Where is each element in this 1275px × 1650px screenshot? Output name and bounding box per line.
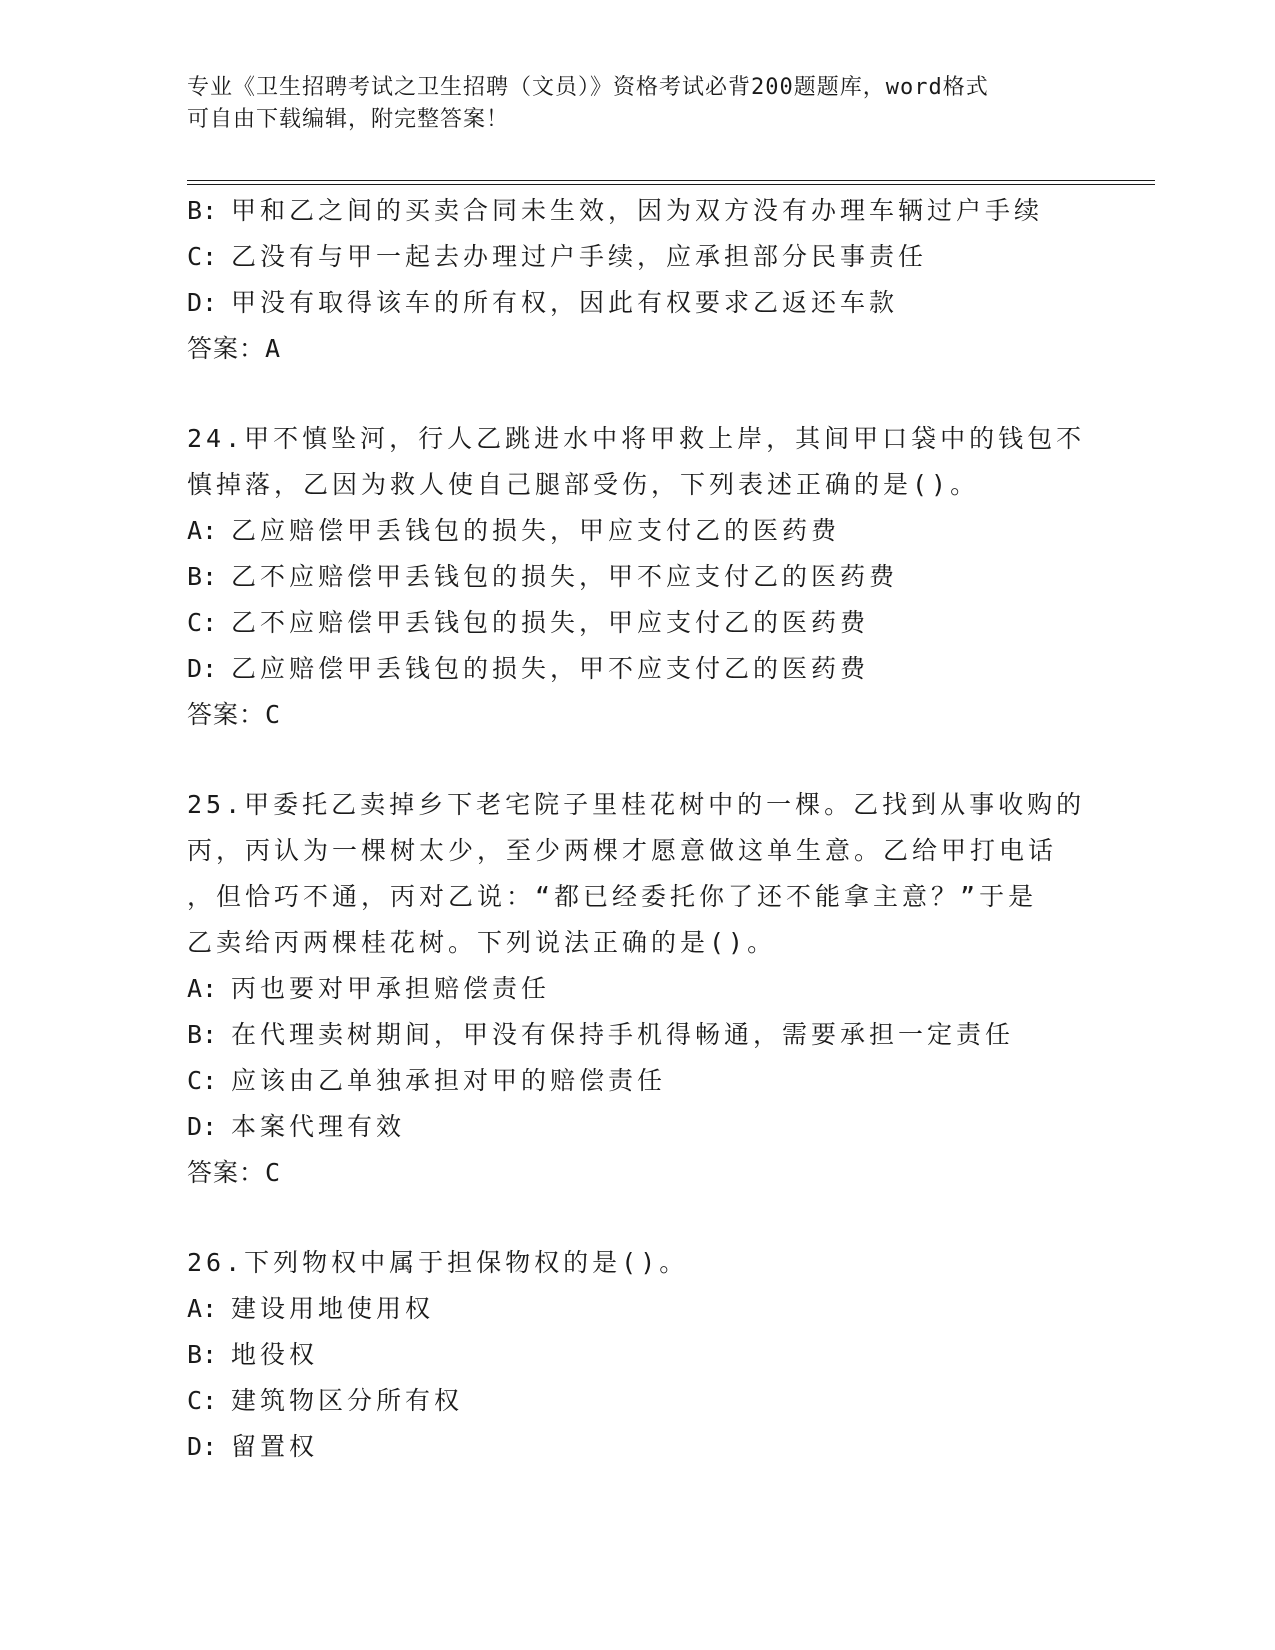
question-block-23 bbox=[187, 188, 1087, 372]
option-key: D: bbox=[187, 654, 218, 683]
option-key: A: bbox=[187, 974, 218, 1003]
option-text: 地役权 bbox=[231, 1340, 319, 1369]
option-text: 乙不应赔偿甲丢钱包的损失，甲不应支付乙的医药费 bbox=[231, 562, 899, 591]
option-text: 乙应赔偿甲丢钱包的损失，甲应支付乙的医药费 bbox=[231, 516, 841, 545]
header-line-1: 专业《卫生招聘考试之卫生招聘（文员）》资格考试必背200题题库，word格式 bbox=[187, 75, 989, 100]
header-divider-bottom bbox=[187, 184, 1155, 185]
option-key: D: bbox=[187, 1112, 218, 1141]
question-block-25 bbox=[187, 782, 1087, 1196]
option-key: A: bbox=[187, 516, 218, 545]
option-c bbox=[187, 600, 1087, 646]
option-c bbox=[187, 1378, 1087, 1424]
option-b bbox=[187, 1332, 1087, 1378]
option-text: 建设用地使用权 bbox=[231, 1294, 435, 1323]
option-key: A: bbox=[187, 1294, 218, 1323]
question-stem-line: 25.甲委托乙卖掉乡下老宅院子里桂花树中的一棵。乙找到从事收购的 bbox=[187, 790, 1086, 819]
option-key: D: bbox=[187, 1432, 218, 1461]
option-text: 本案代理有效 bbox=[231, 1112, 406, 1141]
option-text: 建筑物区分所有权 bbox=[231, 1386, 464, 1415]
answer-line: 答案：C bbox=[187, 700, 282, 729]
option-text: 应该由乙单独承担对甲的赔偿责任 bbox=[231, 1066, 667, 1095]
option-d bbox=[187, 280, 1087, 326]
option-text: 乙应赔偿甲丢钱包的损失，甲不应支付乙的医药费 bbox=[231, 654, 870, 683]
option-text: 甲没有取得该车的所有权，因此有权要求乙返还车款 bbox=[231, 288, 899, 317]
option-b bbox=[187, 1012, 1087, 1058]
option-a bbox=[187, 508, 1087, 554]
option-key: C: bbox=[187, 1066, 218, 1095]
spacer bbox=[187, 738, 1087, 782]
question-stem-line: 乙卖给丙两棵桂花树。下列说法正确的是()。 bbox=[187, 928, 777, 957]
option-d bbox=[187, 646, 1087, 692]
option-text: 乙没有与甲一起去办理过户手续，应承担部分民事责任 bbox=[231, 242, 928, 271]
question-stem-line: 26.下列物权中属于担保物权的是()。 bbox=[187, 1248, 689, 1277]
option-b bbox=[187, 554, 1087, 600]
question-list bbox=[187, 188, 1087, 1470]
header-line-2: 可自由下载编辑，附完整答案！ bbox=[187, 107, 510, 132]
option-text: 在代理卖树期间，甲没有保持手机得畅通，需要承担一定责任 bbox=[231, 1020, 1015, 1049]
header-divider-top bbox=[187, 180, 1155, 181]
option-key: B: bbox=[187, 1020, 218, 1049]
option-text: 留置权 bbox=[231, 1432, 319, 1461]
option-key: B: bbox=[187, 562, 218, 591]
option-key: B: bbox=[187, 196, 218, 225]
option-key: C: bbox=[187, 1386, 218, 1415]
option-c bbox=[187, 234, 1087, 280]
answer-line: 答案：C bbox=[187, 1158, 282, 1187]
question-block-24 bbox=[187, 416, 1087, 738]
question-stem-line: 24.甲不慎坠河，行人乙跳进水中将甲救上岸，其间甲口袋中的钱包不 bbox=[187, 424, 1086, 453]
question-stem-line: ，但恰巧不通，丙对乙说：“都已经委托你了还不能拿主意？”于是 bbox=[187, 882, 1038, 911]
question-stem-line: 丙，丙认为一棵树太少，至少两棵才愿意做这单生意。乙给甲打电话 bbox=[187, 836, 1058, 865]
option-text: 甲和乙之间的买卖合同未生效，因为双方没有办理车辆过户手续 bbox=[231, 196, 1044, 225]
option-key: D: bbox=[187, 288, 218, 317]
spacer bbox=[187, 1196, 1087, 1240]
option-c bbox=[187, 1058, 1087, 1104]
question-block-26 bbox=[187, 1240, 1087, 1470]
option-d bbox=[187, 1424, 1087, 1470]
option-d bbox=[187, 1104, 1087, 1150]
spacer bbox=[187, 372, 1087, 416]
option-a bbox=[187, 1286, 1087, 1332]
option-key: C: bbox=[187, 242, 218, 271]
option-a bbox=[187, 966, 1087, 1012]
option-text: 丙也要对甲承担赔偿责任 bbox=[231, 974, 551, 1003]
option-b bbox=[187, 188, 1087, 234]
answer-line: 答案：A bbox=[187, 334, 282, 363]
question-stem-line: 慎掉落，乙因为救人使自己腿部受伤，下列表述正确的是()。 bbox=[187, 470, 980, 499]
option-text: 乙不应赔偿甲丢钱包的损失，甲应支付乙的医药费 bbox=[231, 608, 870, 637]
document-header bbox=[187, 72, 1067, 136]
option-key: B: bbox=[187, 1340, 218, 1369]
option-key: C: bbox=[187, 608, 218, 637]
